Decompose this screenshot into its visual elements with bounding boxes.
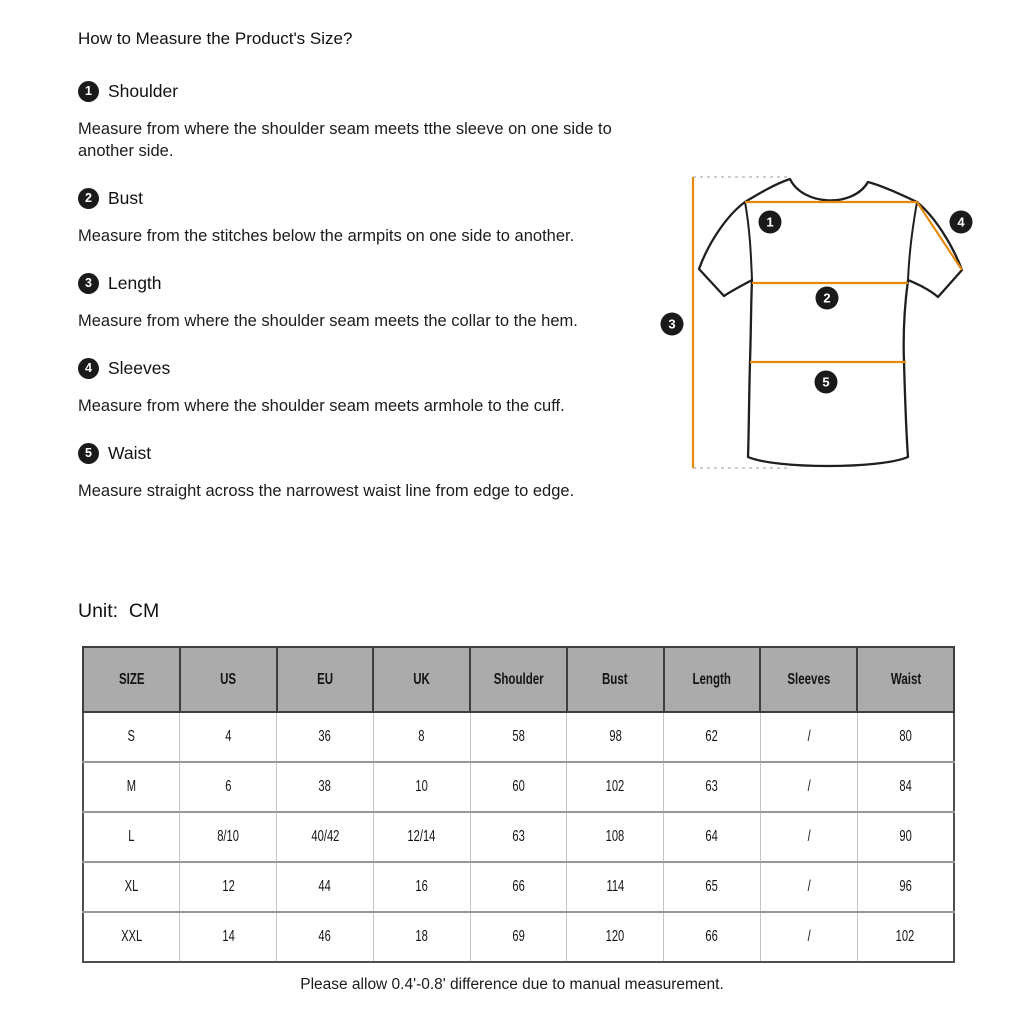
instruction-heading-sleeves [78, 357, 623, 379]
table-cell: 69 [470, 912, 567, 962]
table-header-cell: Shoulder [470, 647, 567, 712]
step-4-badge: 4 [78, 358, 99, 379]
tshirt-measurement-diagram [640, 155, 1024, 485]
table-row [83, 912, 954, 962]
instruction-heading-waist [78, 442, 623, 464]
table-row [83, 862, 954, 912]
table-cell: 14 [180, 912, 277, 962]
svg-text:5: 5 [822, 374, 830, 390]
step-3-badge: 3 [78, 273, 99, 294]
table-cell: 38 [277, 762, 374, 812]
table-cell: 120 [567, 912, 664, 962]
table-cell: 58 [470, 712, 567, 762]
instruction-text-sleeves: Measure from where the shoulder seam meets armhole to the cuff. [78, 397, 565, 415]
table-cell: 46 [277, 912, 374, 962]
diagram-marker-sleeves [950, 211, 973, 234]
instruction-label: Length [108, 272, 162, 293]
table-header-cell: US [180, 647, 277, 712]
table-cell: 40/42 [277, 812, 374, 862]
table-cell: 60 [470, 762, 567, 812]
table-cell: 62 [664, 712, 761, 762]
table-cell: 80 [857, 712, 954, 762]
instruction-heading-bust [78, 187, 623, 209]
table-cell: S [83, 712, 180, 762]
table-cell: 18 [373, 912, 470, 962]
diagram-marker-bust [816, 287, 839, 310]
svg-text:1: 1 [766, 214, 774, 230]
table-cell: 64 [664, 812, 761, 862]
diagram-marker-waist [815, 371, 838, 394]
instruction-text-shoulder: Measure from where the shoulder seam meets tthe sleeve on one side to another side. [78, 120, 612, 160]
step-1-badge: 1 [78, 81, 99, 102]
table-cell: 63 [470, 812, 567, 862]
table-cell: 114 [567, 862, 664, 912]
table-cell: 12/14 [373, 812, 470, 862]
page-title: How to Measure the Product's Size? [78, 29, 353, 48]
table-cell: XXL [83, 912, 180, 962]
instruction-text-waist: Measure straight across the narrowest waist line from edge to edge. [78, 482, 575, 500]
instruction-label: Waist [108, 442, 152, 463]
table-cell: 90 [857, 812, 954, 862]
table-cell: 98 [567, 712, 664, 762]
table-row [83, 762, 954, 812]
instruction-heading-shoulder [78, 80, 623, 102]
size-table-container [82, 646, 955, 963]
instruction-label: Shoulder [108, 80, 179, 101]
step-5-badge: 5 [78, 443, 99, 464]
table-cell: 65 [664, 862, 761, 912]
table-cell: 10 [373, 762, 470, 812]
diagram-marker-length [661, 313, 684, 336]
table-header-cell: EU [277, 647, 374, 712]
svg-text:3: 3 [668, 316, 676, 332]
table-cell: 8/10 [180, 812, 277, 862]
table-cell: 16 [373, 862, 470, 912]
table-cell: 66 [470, 862, 567, 912]
table-cell: 66 [664, 912, 761, 962]
table-cell: 4 [180, 712, 277, 762]
measurement-disclaimer: Please allow 0.4'-0.8' difference due to manual measurement. [300, 976, 724, 993]
tshirt-diagram-svg [640, 155, 1024, 485]
measure-instructions [78, 28, 623, 502]
table-header-cell: Bust [567, 647, 664, 712]
svg-text:4: 4 [957, 214, 965, 230]
table-cell: L [83, 812, 180, 862]
table-cell: 84 [857, 762, 954, 812]
unit-label: Unit: CM [78, 600, 160, 622]
instruction-heading-length [78, 272, 623, 294]
table-cell: / [760, 712, 857, 762]
table-cell: / [760, 812, 857, 862]
tshirt-outline [699, 179, 962, 466]
instruction-text-bust: Measure from the stitches below the armpits on one side to another. [78, 227, 575, 245]
table-cell: 102 [857, 912, 954, 962]
svg-text:2: 2 [823, 290, 831, 306]
size-table [82, 646, 955, 963]
table-header-cell: SIZE [83, 647, 180, 712]
table-cell: 44 [277, 862, 374, 912]
table-cell: XL [83, 862, 180, 912]
table-header-cell: Waist [857, 647, 954, 712]
step-2-badge: 2 [78, 188, 99, 209]
table-cell: M [83, 762, 180, 812]
table-header-cell: Length [664, 647, 761, 712]
table-cell: 108 [567, 812, 664, 862]
table-cell: / [760, 862, 857, 912]
table-row [83, 712, 954, 762]
table-cell: 96 [857, 862, 954, 912]
table-cell: 6 [180, 762, 277, 812]
diagram-marker-shoulder [759, 211, 782, 234]
instruction-label: Bust [108, 187, 144, 208]
table-cell: / [760, 762, 857, 812]
table-header-row [83, 647, 954, 712]
table-cell: 102 [567, 762, 664, 812]
table-header-cell: Sleeves [760, 647, 857, 712]
table-cell: 12 [180, 862, 277, 912]
table-cell: 63 [664, 762, 761, 812]
table-header-cell: UK [373, 647, 470, 712]
table-cell: / [760, 912, 857, 962]
table-row [83, 812, 954, 862]
table-cell: 8 [373, 712, 470, 762]
instruction-text-length: Measure from where the shoulder seam meets the collar to the hem. [78, 312, 578, 330]
table-cell: 36 [277, 712, 374, 762]
instruction-label: Sleeves [108, 357, 171, 378]
